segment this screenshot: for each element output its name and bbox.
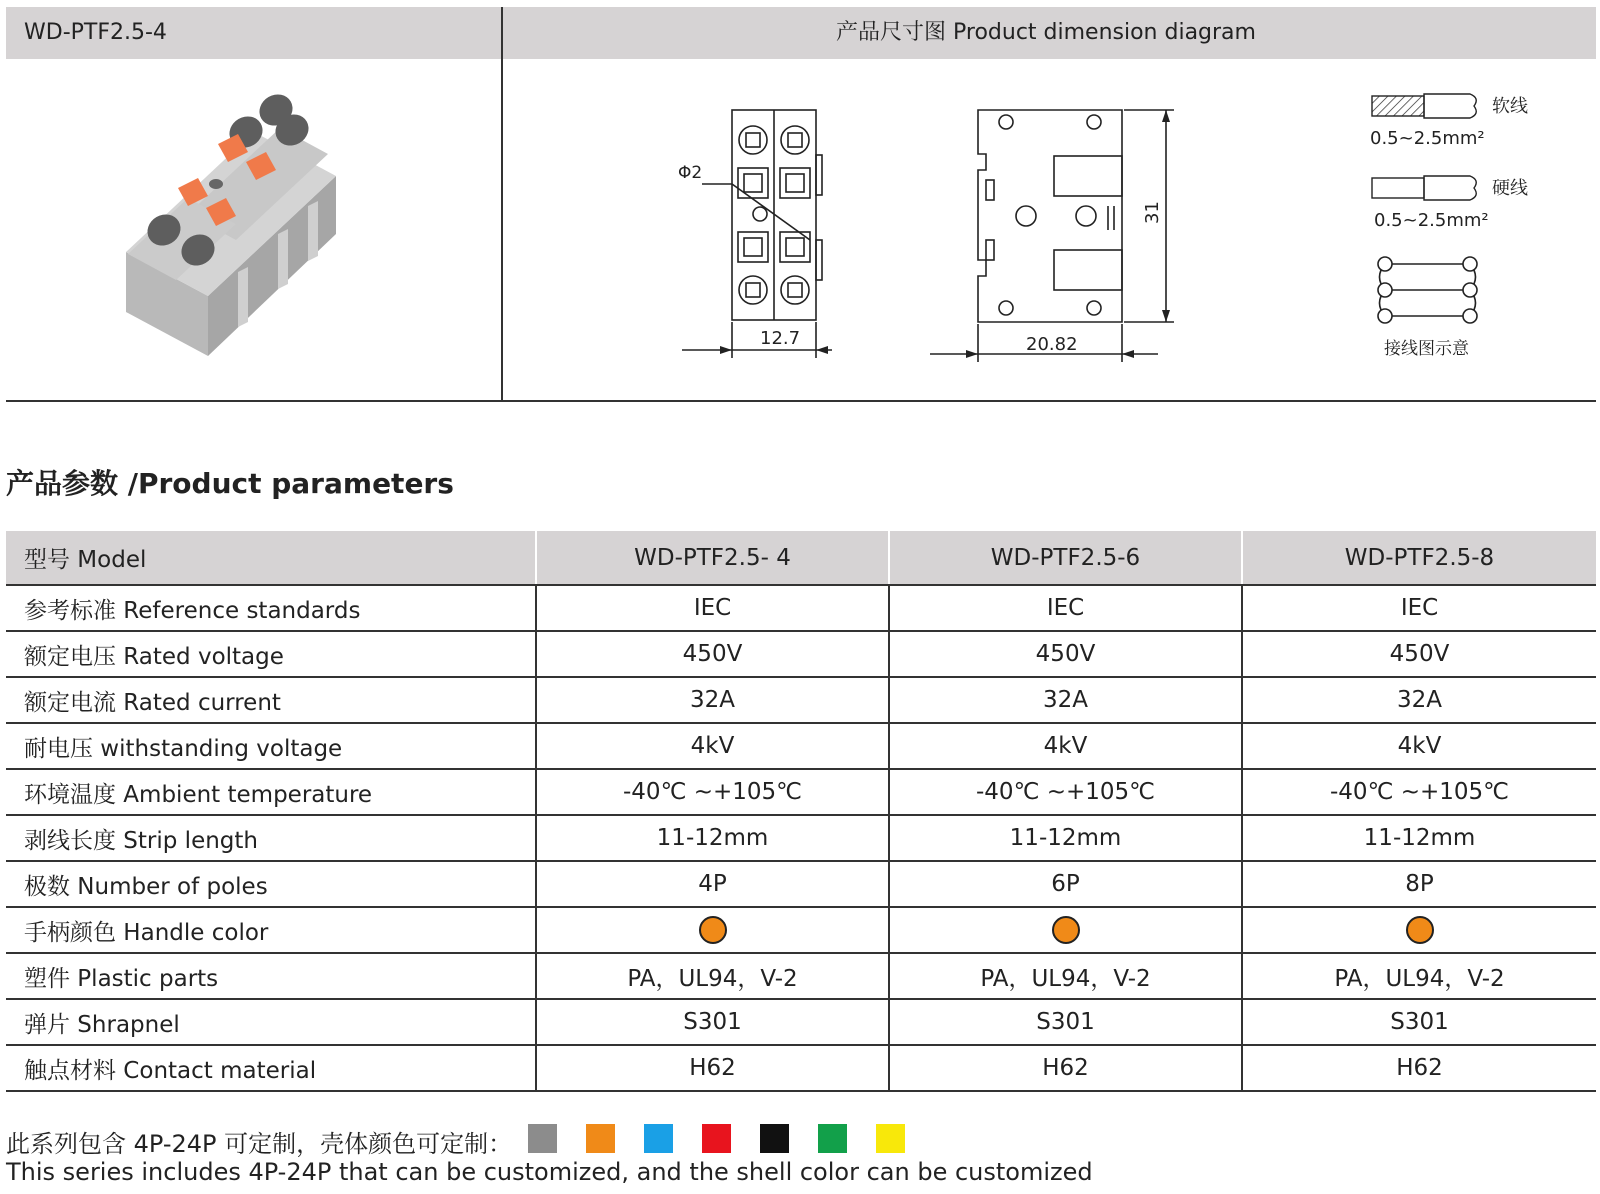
shell-color-swatch: [644, 1124, 673, 1153]
row-label: 参考标准 Reference standards: [6, 585, 536, 631]
shell-color-swatch: [702, 1124, 731, 1153]
row-value: S301: [889, 999, 1242, 1045]
row-value: H62: [1242, 1045, 1596, 1091]
customization-note-en: This series includes 4P-24P that can be customized, and the shell color can be customized: [6, 1158, 1093, 1186]
diagram-bottom-rule: [6, 400, 1596, 402]
row-value: 11-12mm: [889, 815, 1242, 861]
table-header-row: [6, 531, 1596, 585]
row-label: 塑件 Plastic parts: [6, 953, 536, 999]
row-value: 32A: [889, 677, 1242, 723]
phi2-label: Φ2: [678, 163, 703, 183]
handle-color-dot: [699, 916, 727, 944]
header-model-cell: WD-PTF2.5-6: [889, 531, 1242, 585]
dimension-diagram-title: 产品尺寸图 Product dimension diagram: [836, 20, 1256, 45]
side-height-label: 31: [1142, 201, 1163, 224]
row-value: 4kV: [1242, 723, 1596, 769]
row-value: 6P: [889, 861, 1242, 907]
row-value: 450V: [1242, 631, 1596, 677]
row-value: 8P: [1242, 861, 1596, 907]
handle-color-dot: [1406, 916, 1434, 944]
wiring-schematic: [1370, 252, 1550, 364]
shell-color-swatch: [818, 1124, 847, 1153]
hard-wire-range: 0.5~2.5mm²: [1374, 210, 1489, 231]
row-value: 32A: [536, 677, 889, 723]
row-value: PA，UL94，V-2: [889, 953, 1242, 999]
row-value: 450V: [536, 631, 889, 677]
row-value: 11-12mm: [1242, 815, 1596, 861]
shell-color-swatch: [586, 1124, 615, 1153]
row-value: -40℃ ~+105℃: [889, 769, 1242, 815]
phi2-hole: [753, 207, 767, 221]
row-value: IEC: [536, 585, 889, 631]
row-value: IEC: [889, 585, 1242, 631]
row-value: -40℃ ~+105℃: [536, 769, 889, 815]
row-value: 4P: [536, 861, 889, 907]
table-row: [6, 1045, 1596, 1091]
row-label: 额定电流 Rated current: [6, 677, 536, 723]
soft-wire-label: 软线: [1492, 96, 1528, 117]
dimension-header-bar: [6, 7, 1596, 59]
product-parameters-table: [6, 531, 1596, 1092]
table-row: [6, 631, 1596, 677]
table-row: [6, 907, 1596, 953]
product-model-title: WD-PTF2.5-4: [24, 20, 167, 45]
header-label-cell: 型号 Model: [6, 531, 536, 585]
soft-wire-range: 0.5~2.5mm²: [1370, 128, 1485, 149]
row-value: PA，UL94，V-2: [1242, 953, 1596, 999]
row-value: 450V: [889, 631, 1242, 677]
table-row: [6, 999, 1596, 1045]
row-value: IEC: [1242, 585, 1596, 631]
shell-color-swatch: [528, 1124, 557, 1153]
row-label: 额定电压 Rated voltage: [6, 631, 536, 677]
soft-wire-legend: [1370, 88, 1570, 164]
row-value: PA，UL94，V-2: [536, 953, 889, 999]
handle-color-cell: [889, 907, 1242, 953]
soft-wire-icon: [1372, 96, 1424, 116]
row-value: 32A: [1242, 677, 1596, 723]
row-value: H62: [536, 1045, 889, 1091]
hard-wire-legend: [1370, 170, 1570, 246]
table-row: [6, 677, 1596, 723]
section-title: 产品参数 /Product parameters: [6, 467, 454, 500]
product-render-image: [118, 84, 348, 364]
table-row: [6, 815, 1596, 861]
row-label: 手柄颜色 Handle color: [6, 907, 536, 953]
table-row: [6, 769, 1596, 815]
row-label: 环境温度 Ambient temperature: [6, 769, 536, 815]
hard-wire-label: 硬线: [1492, 178, 1528, 199]
header-model-cell: WD-PTF2.5- 4: [536, 531, 889, 585]
row-value: 4kV: [536, 723, 889, 769]
handle-color-cell: [536, 907, 889, 953]
wiring-schematic-label: 接线图示意: [1384, 339, 1469, 359]
side-width-label: 20.82: [1026, 334, 1078, 355]
header-divider: [501, 7, 503, 402]
header-model-cell: WD-PTF2.5-8: [1242, 531, 1596, 585]
side-view-drawing: [930, 100, 1180, 370]
row-value: S301: [1242, 999, 1596, 1045]
customization-note-cn: 此系列包含 4P-24P 可定制，壳体颜色可定制：: [6, 1130, 513, 1158]
row-value: -40℃ ~+105℃: [1242, 769, 1596, 815]
table-row: [6, 723, 1596, 769]
hard-wire-icon: [1372, 178, 1424, 198]
row-value: H62: [889, 1045, 1242, 1091]
table-row: [6, 585, 1596, 631]
shell-color-swatch: [760, 1124, 789, 1153]
front-view-drawing: [660, 100, 850, 370]
row-value: 11-12mm: [536, 815, 889, 861]
row-label: 极数 Number of poles: [6, 861, 536, 907]
front-width-label: 12.7: [760, 328, 801, 349]
table-row: [6, 861, 1596, 907]
row-label: 弹片 Shrapnel: [6, 999, 536, 1045]
table-row: [6, 953, 1596, 999]
row-value: S301: [536, 999, 889, 1045]
shell-color-swatch: [876, 1124, 905, 1153]
row-value: 4kV: [889, 723, 1242, 769]
row-label: 触点材料 Contact material: [6, 1045, 536, 1091]
handle-color-dot: [1052, 916, 1080, 944]
handle-color-cell: [1242, 907, 1596, 953]
row-label: 耐电压 withstanding voltage: [6, 723, 536, 769]
row-label: 剥线长度 Strip length: [6, 815, 536, 861]
